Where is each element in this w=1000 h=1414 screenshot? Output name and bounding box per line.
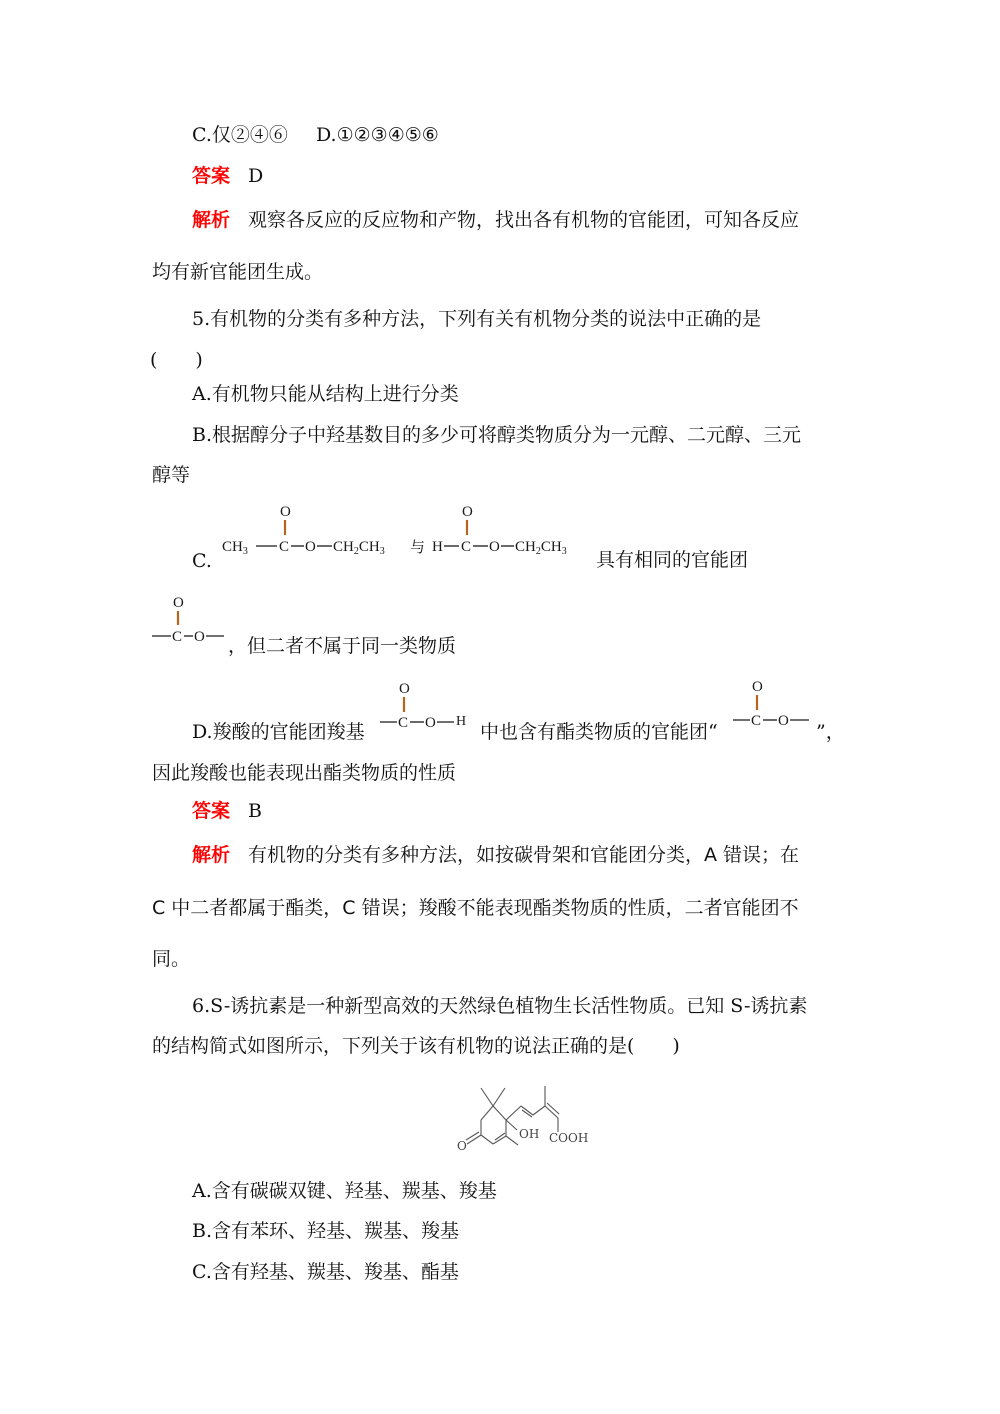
q6-option-b: B.含有苯环、羟基、羰基、羧基 bbox=[192, 1220, 460, 1242]
q5-blank: ( ) bbox=[150, 349, 203, 371]
q5-option-c-suffix: 具有相同的官能团 bbox=[596, 549, 749, 571]
q4-answer bbox=[192, 164, 263, 188]
q5-analysis-line2: C 中二者都属于酯类，C 错误；羧酸不能表现酯类物质的性质，二者官能团不 bbox=[152, 897, 799, 919]
q4-option-d: D.①②③④⑤⑥ bbox=[316, 124, 439, 146]
q5-option-c-line2: ，但二者不属于同一类物质 bbox=[228, 635, 457, 657]
svg-text:O: O bbox=[752, 679, 763, 695]
q5-analysis-line3: 同。 bbox=[152, 948, 191, 970]
answer-label: 答案 bbox=[192, 165, 231, 187]
svg-text:H: H bbox=[432, 539, 443, 555]
svg-text:O: O bbox=[194, 629, 205, 645]
svg-text:C: C bbox=[398, 715, 409, 731]
q6-option-a: A.含有碳碳双键、羟基、羰基、羧基 bbox=[192, 1180, 497, 1202]
ester-formula-ethyl-acetate bbox=[222, 500, 412, 566]
svg-text:C: C bbox=[461, 539, 472, 555]
q5-option-d-line2: 因此羧酸也能表现出酯类物质的性质 bbox=[152, 762, 457, 784]
ester-group-formula bbox=[152, 592, 232, 652]
formula-connector: 与 bbox=[410, 538, 426, 556]
analysis-label: 解析 bbox=[192, 844, 231, 866]
q5-option-c-prefix: C. bbox=[192, 550, 212, 572]
ester-group-formula-d bbox=[733, 676, 813, 738]
q5-option-b-line1: B.根据醇分子中羟基数目的多少可将醇类物质分为一元醇、二元醇、三元 bbox=[192, 424, 802, 446]
q5-analysis-line1: 解析 有机物的分类有多种方法，如按碳骨架和官能团分类，A 错误；在 bbox=[192, 844, 800, 866]
svg-text:O: O bbox=[280, 504, 291, 520]
svg-text:CH2CH3: $CH_2CH_3$ bbox=[333, 539, 385, 557]
analysis-label: 解析 bbox=[192, 209, 231, 231]
svg-text:H: H bbox=[456, 714, 467, 729]
svg-text:O: O bbox=[489, 539, 500, 555]
answer-value: B bbox=[248, 800, 262, 822]
q5-option-d-middle: 中也含有酯类物质的官能团“ bbox=[480, 721, 718, 743]
svg-text:O: O bbox=[462, 504, 473, 520]
carboxyl-group-formula bbox=[380, 678, 475, 740]
svg-text:C: C bbox=[172, 629, 183, 645]
svg-text:O: O bbox=[425, 715, 436, 731]
q6-stem-line1: 6.S-诱抗素是一种新型高效的天然绿色植物生长活性物质。已知 S-诱抗素 bbox=[192, 995, 808, 1017]
svg-text:O: O bbox=[457, 1139, 467, 1153]
q6-option-c: C.含有羟基、羰基、羧基、酯基 bbox=[192, 1261, 459, 1283]
q4-analysis-line2: 均有新官能团生成。 bbox=[152, 261, 324, 283]
q5-stem: 5.有机物的分类有多种方法，下列有关有机物分类的说法中正确的是 bbox=[192, 308, 762, 330]
q4-analysis-line1: 解析 观察各反应的反应物和产物，找出各有机物的官能团，可知各反应 bbox=[192, 209, 800, 231]
svg-text:C: C bbox=[751, 713, 762, 729]
ester-formula-ethyl-formate bbox=[432, 500, 592, 566]
q5-answer bbox=[192, 799, 262, 823]
svg-text:O: O bbox=[305, 539, 316, 555]
q6-stem-line2: 的结构简式如图所示，下列关于该有机物的说法正确的是( ) bbox=[152, 1035, 680, 1057]
q5-option-a: A.有机物只能从结构上进行分类 bbox=[192, 383, 459, 405]
answer-value: D bbox=[248, 165, 264, 187]
q4-option-c: C.仅②④⑥ bbox=[192, 124, 288, 146]
svg-text:C: C bbox=[279, 539, 290, 555]
answer-label: 答案 bbox=[192, 800, 231, 822]
q5-option-d-prefix: D.羧酸的官能团羧基 bbox=[192, 721, 365, 743]
q5-option-d-end: ”， bbox=[816, 721, 845, 743]
q5-option-b-line2: 醇等 bbox=[152, 464, 191, 486]
svg-text:O: O bbox=[399, 681, 410, 697]
q4-options-cd bbox=[192, 123, 439, 147]
svg-text:O: O bbox=[778, 713, 789, 729]
svg-text:CH2CH3: $CH_2CH_3$ bbox=[515, 539, 567, 557]
s-abscisic-acid-structure bbox=[445, 1078, 595, 1162]
svg-text:COOH: COOH bbox=[549, 1131, 589, 1145]
svg-text:O: O bbox=[173, 595, 184, 611]
svg-text:CH3: $CH_3$ bbox=[222, 539, 248, 557]
svg-text:OH: OH bbox=[519, 1127, 540, 1141]
